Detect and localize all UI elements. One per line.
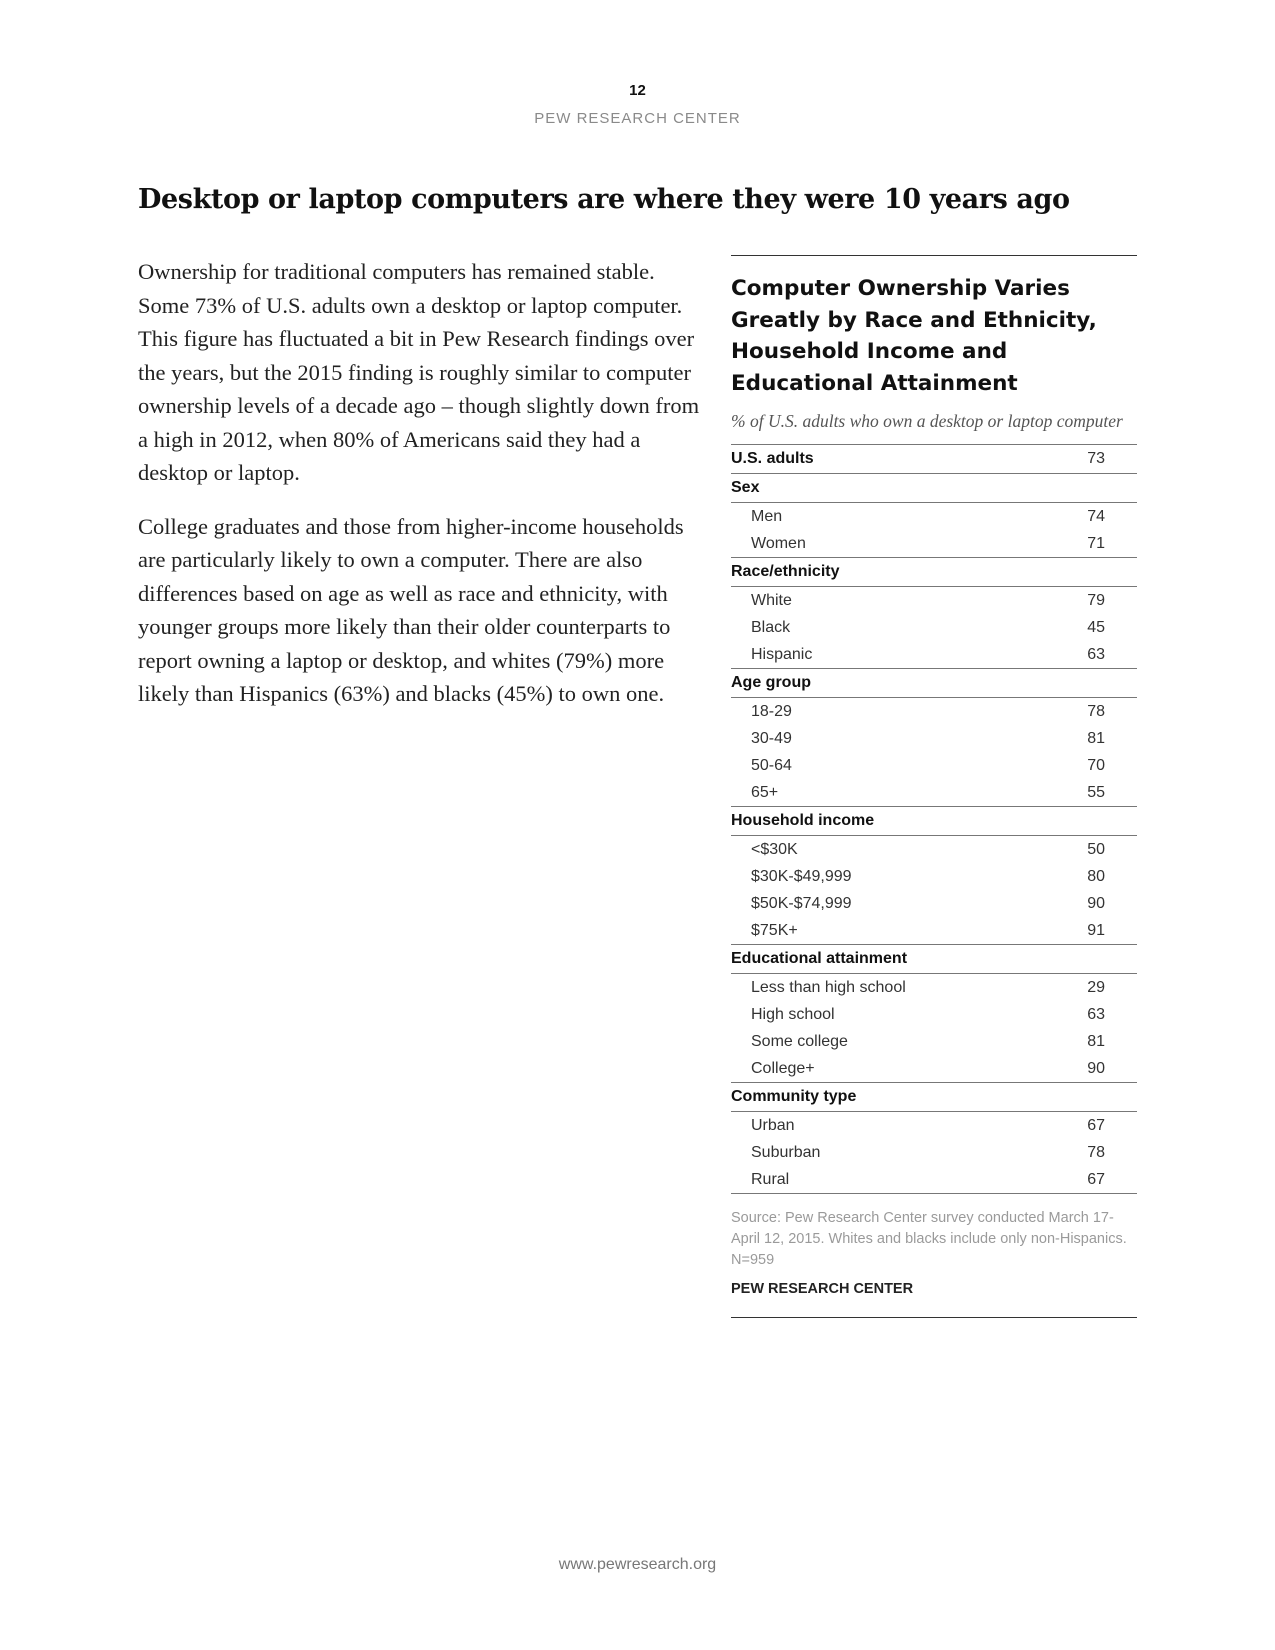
row-value: 71 <box>1087 534 1105 552</box>
table-row <box>731 779 1137 807</box>
row-label: Urban <box>751 1116 795 1134</box>
table-row <box>731 974 1137 1001</box>
table-group-header <box>731 807 1137 836</box>
row-value: 78 <box>1087 702 1105 720</box>
table-row <box>731 698 1137 725</box>
table-group-header <box>731 945 1137 974</box>
table-row <box>731 836 1137 863</box>
group-label: Race/ethnicity <box>731 563 840 580</box>
row-label: Black <box>751 618 791 636</box>
page-header-org: PEW RESEARCH CENTER <box>534 110 741 127</box>
row-value: 90 <box>1087 894 1105 912</box>
table-row <box>731 1139 1137 1166</box>
group-label: Age group <box>731 674 811 691</box>
sidebar-subtitle: % of U.S. adults who own a desktop or laptop computer <box>731 411 1123 431</box>
table-row <box>731 752 1137 779</box>
row-label: 65+ <box>751 783 779 801</box>
row-value: 91 <box>1087 921 1105 939</box>
row-value: 70 <box>1087 756 1105 774</box>
row-value: 78 <box>1087 1143 1105 1161</box>
row-label: Hispanic <box>751 645 813 663</box>
row-label: College+ <box>751 1059 815 1077</box>
table-group-header <box>731 558 1137 587</box>
table-row <box>731 587 1137 614</box>
table-row <box>731 1055 1137 1083</box>
row-value: 74 <box>1087 507 1105 525</box>
body-text-column <box>138 255 710 731</box>
table-row <box>731 1112 1137 1139</box>
row-value: 81 <box>1087 729 1105 747</box>
row-label: White <box>751 591 792 609</box>
table-row <box>731 503 1137 530</box>
body-paragraph: College graduates and those from higher-income households are particularly likely to own a computer. There are also differences based on age as well as race and ethnicity, with younger groups more likely than their older counterparts to report owning a laptop or desktop, and whites (79%) more likely than Hispanics (63%) and blacks (45%) to own one. <box>138 513 684 706</box>
row-label: Less than high school <box>751 978 906 996</box>
row-value: 63 <box>1087 1005 1105 1023</box>
row-value: 50 <box>1087 840 1105 858</box>
sidebar-brand: PEW RESEARCH CENTER <box>731 1281 914 1297</box>
row-value: 63 <box>1087 645 1105 663</box>
row-label: High school <box>751 1005 835 1023</box>
row-label: $50K-$74,999 <box>751 894 852 912</box>
sidebar-table-box <box>731 255 1137 1318</box>
row-label: Suburban <box>751 1143 821 1161</box>
row-value: 29 <box>1087 978 1105 996</box>
row-value: 81 <box>1087 1032 1105 1050</box>
table-row <box>731 1028 1137 1055</box>
group-label: Educational attainment <box>731 950 908 967</box>
table-row <box>731 1001 1137 1028</box>
section-title: Desktop or laptop computers are where they were 10 years ago <box>138 184 1070 215</box>
row-value: 90 <box>1087 1059 1105 1077</box>
row-label: 50-64 <box>751 756 792 774</box>
source-note: Source: Pew Research Center survey conducted March 17-April 12, 2015. Whites and blacks include only non-Hispanics. N=959 <box>731 1210 1127 1268</box>
row-label: U.S. adults <box>731 450 814 467</box>
row-value: 45 <box>1087 618 1105 636</box>
table-row <box>731 890 1137 917</box>
row-value: 80 <box>1087 867 1105 885</box>
page-number: 12 <box>629 82 646 99</box>
sidebar-bottom-rule <box>731 1317 1137 1318</box>
table-group-header <box>731 669 1137 698</box>
sidebar-title: Computer Ownership Varies Greatly by Race and Ethnicity, Household Income and Educational Attainment <box>731 276 1097 396</box>
row-label: Some college <box>751 1032 848 1050</box>
row-value: 67 <box>1087 1170 1105 1188</box>
table-row <box>731 530 1137 558</box>
table-group-header <box>731 474 1137 503</box>
table-row-overall <box>731 445 1137 474</box>
group-label: Community type <box>731 1088 857 1105</box>
row-label: <$30K <box>751 840 798 858</box>
row-label: Men <box>751 507 783 525</box>
group-label: Sex <box>731 479 760 496</box>
row-value: 79 <box>1087 591 1105 609</box>
table-row <box>731 1166 1137 1194</box>
row-label: $75K+ <box>751 921 798 939</box>
table-row <box>731 863 1137 890</box>
row-label: Rural <box>751 1170 790 1188</box>
group-label: Household income <box>731 812 875 829</box>
body-paragraph: Ownership for traditional computers has remained stable. Some 73% of U.S. adults own a desktop or laptop computer. This figure has fluctuated a bit in Pew Research findings over the years, but the 2015 finding is roughly similar to computer ownership levels of a decade ago – though slightly down from a high in 2012, when 80% of Americans said they had a desktop or laptop. <box>138 259 700 485</box>
ownership-table <box>731 444 1137 1194</box>
row-value: 73 <box>1087 450 1105 467</box>
row-value: 55 <box>1087 783 1105 801</box>
footer-url: www.pewresearch.org <box>558 1556 717 1573</box>
row-label: Women <box>751 534 806 552</box>
table-row <box>731 917 1137 945</box>
table-row <box>731 725 1137 752</box>
row-label: 30-49 <box>751 729 792 747</box>
table-row <box>731 614 1137 641</box>
table-row <box>731 641 1137 669</box>
row-value: 67 <box>1087 1116 1105 1134</box>
row-label: $30K-$49,999 <box>751 867 852 885</box>
table-group-header <box>731 1083 1137 1112</box>
row-label: 18-29 <box>751 702 792 720</box>
